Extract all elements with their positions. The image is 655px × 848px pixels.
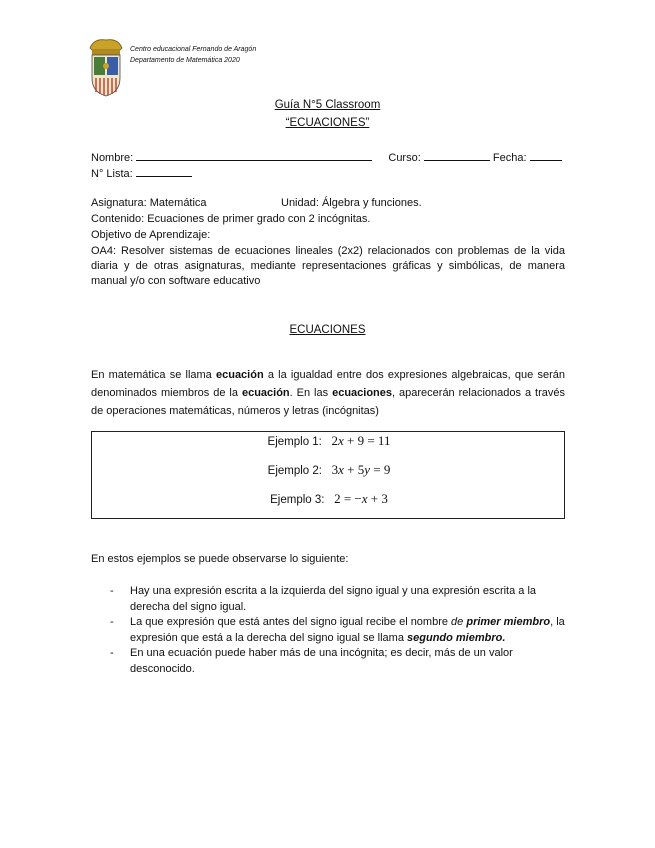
list-item: - Hay una expresión escrita a la izquierda del signo igual y una expresión escrita a la derecha del signo igual. bbox=[110, 585, 537, 613]
observations-lead: En estos ejemplos se puede observarse lo siguiente: bbox=[91, 553, 349, 565]
school-crest-logo bbox=[86, 36, 126, 98]
list-label: N° Lista: bbox=[91, 168, 133, 180]
unit-line: Unidad: Álgebra y funciones. bbox=[281, 197, 422, 209]
list-number-field[interactable] bbox=[136, 166, 192, 177]
date-label: Fecha: bbox=[492, 152, 527, 164]
objective-text: OA4: Resolver sistemas de ecuaciones lineales (2x2) relacionados con problemas de la vida diaria y de otras asignaturas, mediante representaciones gráficas y simbólicas, de manera manual y/o con software educativo bbox=[91, 245, 565, 287]
example-2: Ejemplo 2: 3x + 5y = 9 bbox=[267, 462, 391, 477]
list-item: - La que expresión que está antes del signo igual recibe el nombre de primer miembro, la expresión que está a la derecha del signo igual se llama segundo miembro. bbox=[110, 616, 565, 644]
examples-box bbox=[91, 431, 565, 519]
date-field[interactable] bbox=[530, 150, 562, 161]
course-field[interactable] bbox=[424, 150, 490, 161]
section-heading: ECUACIONES bbox=[289, 324, 366, 336]
department-name: Departamento de Matemática 2020 bbox=[130, 57, 240, 64]
guide-subtitle: “ECUACIONES” bbox=[285, 117, 370, 129]
intro-paragraph: En matemática se llama ecuación a la igualdad entre dos expresiones algebraicas, que serán denominados miembros de la ecuación. En las ecuaciones, aparecerán relacionados a través de operaciones matemáticas, números y letras (incógnitas) bbox=[91, 369, 565, 417]
name-field[interactable] bbox=[136, 150, 372, 161]
content-line: Contenido: Ecuaciones de primer grado con 2 incógnitas. bbox=[91, 213, 371, 225]
observations-list bbox=[110, 584, 566, 677]
name-label: Nombre: bbox=[91, 152, 134, 164]
list-row bbox=[91, 166, 192, 180]
list-item: - En una ecuación puede haber más de una incógnita; es decir, más de un valor desconocido. bbox=[110, 647, 513, 675]
course-label: Curso: bbox=[388, 152, 421, 164]
objective-label: Objetivo de Aprendizaje: bbox=[91, 229, 211, 241]
guide-title: Guía N°5 Classroom bbox=[274, 99, 381, 111]
school-name: Centro educacional Fernando de Aragón bbox=[130, 46, 257, 53]
form-row bbox=[91, 150, 562, 164]
subject-line: Asignatura: Matemática bbox=[91, 197, 207, 209]
example-3: Ejemplo 3: 2 = −x + 3 bbox=[270, 491, 388, 506]
example-1: Ejemplo 1: 2x + 9 = 11 bbox=[267, 433, 391, 448]
